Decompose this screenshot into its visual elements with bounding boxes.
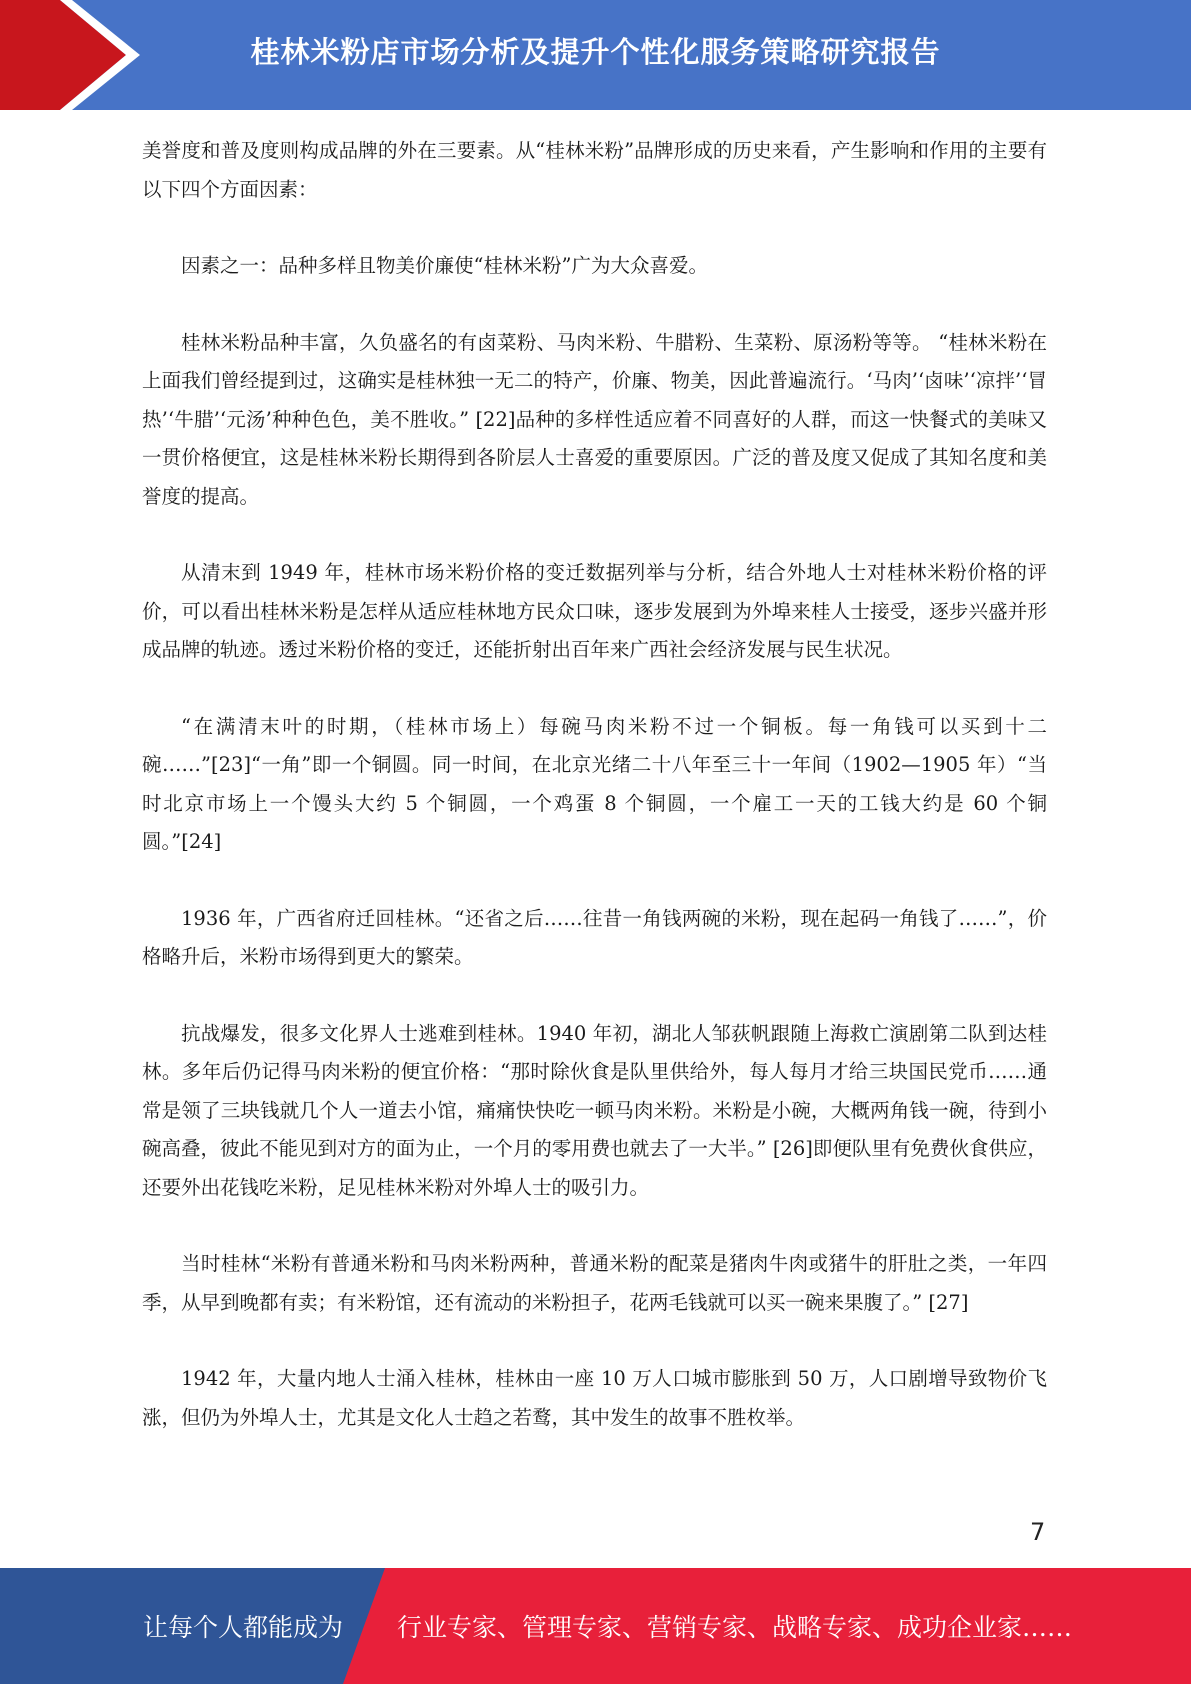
body-text [142,132,1047,1475]
paragraph: 美誉度和普及度则构成品牌的外在三要素。从“桂林米粉”品牌形成的历史来看，产生影响和作用的主要有以下四个方面因素： [142,139,1047,201]
footer-slogan-left: 让每个人都能成为 [143,1613,344,1642]
paragraph: 当时桂林“米粉有普通米粉和马肉米粉两种，普通米粉的配菜是猪肉牛肉或猪牛的肝肚之类，一年四季，从早到晚都有卖；有米粉馆，还有流动的米粉担子，花两毛钱就可以买一碗来果腹了。” [27] [142,1252,1047,1314]
page-header [0,0,1191,110]
paragraph: 从清末到 1949 年，桂林市场米粉价格的变迁数据列举与分析，结合外地人士对桂林米粉价格的评价，可以看出桂林米粉是怎样从适应桂林地方民众口味，逐步发展到为外埠来桂人士接受，逐步兴盛并形成品牌的轨迹。透过米粉价格的变迁，还能折射出百年来广西社会经济发展与民生状况。 [142,561,1047,661]
footer-slogan-right: 行业专家、管理专家、营销专家、战略专家、成功企业家…… [397,1613,1073,1642]
paragraph: “在满清末叶的时期，（桂林市场上）每碗马肉米粉不过一个铜板。每一角钱可以买到十二碗……”[23]“一角”即一个铜圆。同一时间，在北京光绪二十八年至三十一年间（1902—1905 年）“当时北京市场上一个馒头大约 5 个铜圆，一个鸡蛋 8 个铜圆，一个雇工一天的工钱大约是 60 个铜圆。”[24] [142,714,1047,853]
paragraph: 桂林米粉品种丰富，久负盛名的有卤菜粉、马肉米粉、牛腊粉、生菜粉、原汤粉等等。 “桂林米粉在上面我们曾经提到过，这确实是桂林独一无二的特产，价廉、物美，因此普遍流行。‘马肉’‘卤味’‘凉拌’‘冒热’‘牛腊’‘元汤’种种色色，美不胜收。” [22]品种的多样性适应着不同喜好的人群，而这一快餐式的美味又一贯价格便宜，这是桂林米粉长期得到各阶层人士喜爱的重要原因。广泛的普及度又促成了其知名度和美誉度的提高。 [142,330,1047,508]
paragraph: 抗战爆发，很多文化界人士逃难到桂林。1940 年初，湖北人邹荻帆跟随上海救亡演剧第二队到达桂林。多年后仍记得马肉米粉的便宜价格：“那时除伙食是队里供给外，每人每月才给三块国民党币……通常是领了三块钱就几个人一道去小馆，痛痛快快吃一顿马肉米粉。米粉是小碗，大概两角钱一碗，待到小碗高叠，彼此不能见到对方的面为止，一个月的零用费也就去了一大半。” [26]即便队里有免费伙食供应，还要外出花钱吃米粉，足见桂林米粉对外埠人士的吸引力。 [142,1021,1047,1199]
paragraph: 1942 年，大量内地人士涌入桂林，桂林由一座 10 万人口城市膨胀到 50 万，人口剧增导致物价飞涨，但仍为外埠人士，尤其是文化人士趋之若鹜，其中发生的故事不胜枚举。 [142,1367,1047,1429]
document-title: 桂林米粉店市场分析及提升个性化服务策略研究报告 [250,35,941,69]
paragraph: 因素之一：品种多样且物美价廉使“桂林米粉”广为大众喜爱。 [181,254,708,277]
paragraph: 1936 年，广西省府迁回桂林。“还省之后……往昔一角钱两碗的米粉，现在起码一角钱了……”，价格略升后，米粉市场得到更大的繁荣。 [142,906,1047,968]
page-footer [0,1568,1191,1684]
page-number: 7 [1030,1518,1046,1546]
